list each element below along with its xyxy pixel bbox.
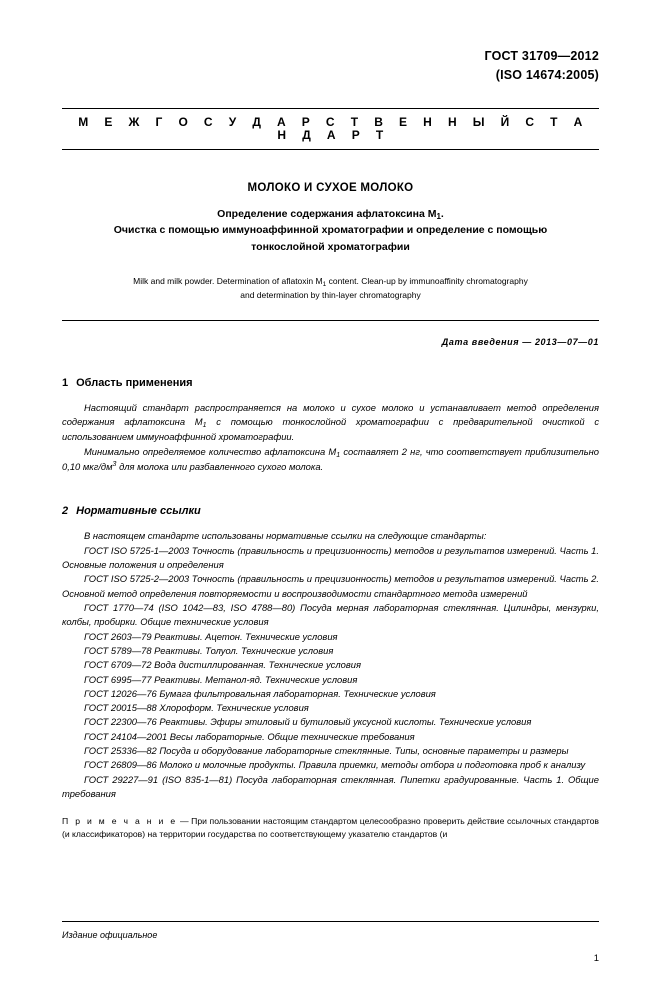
page-number: 1 [593,953,599,964]
reference-item: ГОСТ 29227—91 (ISO 835-1—81) Посуда лабораторная стеклянная. Пипетки градуированные. Часть 1. Общие требования [62,773,599,799]
section-heading-scope [62,377,599,389]
standard-code: ГОСТ 31709—2012 [484,49,599,63]
note-block [62,815,599,841]
title-sub-line1-post: . [440,208,444,221]
title-en-line1-post: content. Clean-up by immunoaffinity chromatography [326,275,528,286]
title-en-line1-subscript: 1 [322,280,327,288]
document-title-sub [62,206,599,255]
scope-paragraph-1-part1: Настоящий стандарт распространяется на молоко и сухое молоко и устанавливает метод определения содержания афлатоксина М [62,402,599,428]
section-title-1: Область применения [76,377,193,390]
section-number-2: 2 [62,504,69,517]
title-sub-line2: Очистка с помощью иммуноаффинной хроматографии и определение с помощью [113,224,548,237]
interstate-standard-band: М Е Ж Г О С У Д А Р С Т В Е Н Н Ы Й С Т А Н Д А Р Т [62,108,599,150]
standard-header [62,48,599,84]
title-sub-line1-subscript: 1 [436,212,441,222]
reference-item: ГОСТ 24104—2001 Весы лабораторные. Общие технические требования [84,730,415,742]
title-divider [62,320,599,321]
iso-reference: (ISO 14674:2005) [495,67,599,82]
scope-paragraph-2-part2: составляет 2 нг, что соответствует приблизительно 0,10 мкг/дм [62,446,599,472]
scope-paragraph-1 [62,401,599,444]
title-block [62,182,599,302]
scope-paragraph-1-part2: с помощью тонкослойной хроматографии с предварительной очисткой с использованием иммуноаффинной хроматографии. [62,416,600,443]
scope-paragraph-2-part3: для молока или разбавленного сухого молока. [119,460,324,472]
scope-paragraph-2-part1: Минимально определяемое количество афлатоксина М [84,446,337,458]
document-title-english [62,275,599,302]
reference-item: ГОСТ 25336—82 Посуда и оборудование лабораторные стеклянные. Типы, основные параметры и размеры [84,745,569,757]
reference-item: ГОСТ 5789—78 Реактивы. Толуол. Технические условия [84,644,334,656]
scope-paragraph-2 [62,445,599,474]
reference-item: ГОСТ 26809—86 Молоко и молочные продукты. Правила приемки, методы отбора и подготовка проб к анализу [84,759,586,771]
title-en-line2: and determination by thin-layer chromatography [240,289,421,300]
section-title-2: Нормативные ссылки [76,504,201,517]
aflatoxin-subscript-1: 1 [202,422,207,430]
reference-item: ГОСТ 6995—77 Реактивы. Метанол-яд. Технические условия [84,673,358,685]
title-sub-line3: тонкослойной хроматографии [251,240,410,253]
note-text: — При пользовании настоящим стандартом целесообразно проверить действие ссылочных стандартов (и классификаторов) на территории государства по соответствующему указателю стандартов (и [62,816,599,840]
footer-divider [62,921,599,922]
references-intro: В настоящем стандарте использованы нормативные ссылки на следующие стандарты: [84,529,487,541]
reference-item: ГОСТ ISO 5725-2—2003 Точность (правильность и прецизионность) методов и результатов измерений. Часть 2. Основной метод определения повторяемости и воспроизводимости стандартного метода измерений [62,573,599,599]
reference-item: ГОСТ 22300—76 Реактивы. Эфиры этиловый и бутиловый уксусной кислоты. Технические условия [84,716,532,728]
official-edition-label: Издание официальное [62,930,158,940]
reference-item: ГОСТ ISO 5725-1—2003 Точность (правильность и прецизионность) методов и результатов измерений. Часть 1. Основные положения и определения [62,544,599,571]
title-sub-line1-pre: Определение содержания афлатоксина М [217,208,437,221]
aflatoxin-subscript-2: 1 [336,452,341,460]
reference-item: ГОСТ 1770—74 (ISO 1042—83, ISO 4788—80) Посуда мерная лабораторная стеклянная. Цилиндры, мензурки, колбы, пробирки. Общие технические условия [62,602,599,628]
title-en-line1-pre: Milk and milk powder. Determination of aflatoxin M [133,275,323,286]
section-number-1: 1 [62,377,69,390]
note-label: П р и м е ч а н и е [62,816,178,827]
document-page [0,48,661,984]
reference-item: ГОСТ 12026—76 Бумага фильтровальная лабораторная. Технические условия [84,687,436,699]
reference-item: ГОСТ 2603—79 Реактивы. Ацетон. Технические условия [84,630,338,642]
reference-item: ГОСТ 6709—72 Вода дистиллированная. Технические условия [84,659,361,671]
cubic-exponent: 3 [112,460,117,468]
reference-item: ГОСТ 20015—88 Хлороформ. Технические условия [84,702,309,714]
section-heading-normative-refs [62,505,599,517]
document-title-main: МОЛОКО И СУХОЕ МОЛОКО [247,182,414,195]
introduction-date: Дата введения — 2013—07—01 [441,337,599,348]
